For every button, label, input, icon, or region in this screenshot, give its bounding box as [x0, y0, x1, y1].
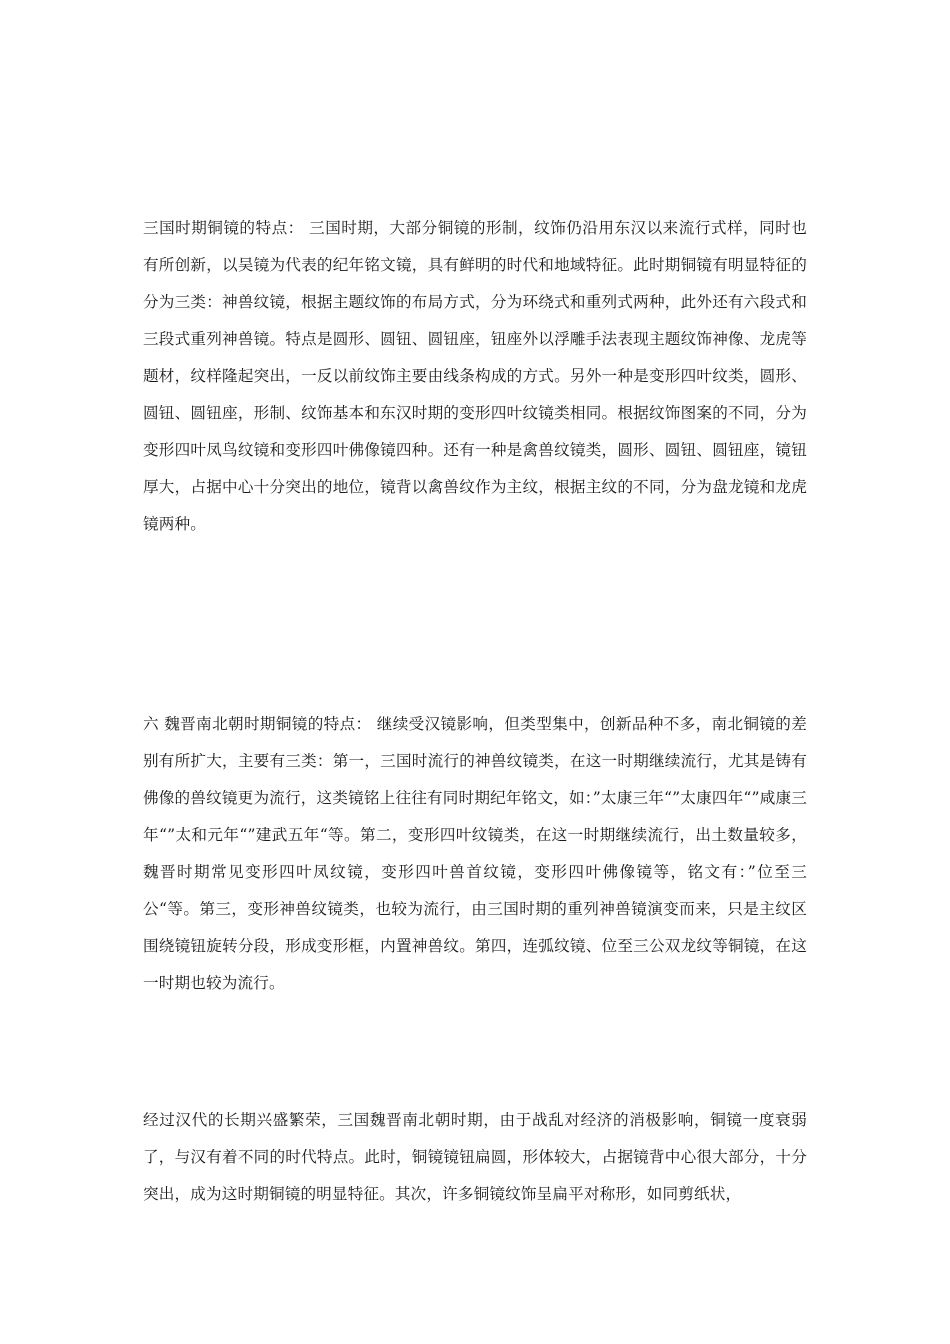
paragraph-decline-features: 经过汉代的长期兴盛繁荣，三国魏晋南北朝时期，由于战乱对经济的消极影响，铜镜一度衰弱了，与汉有着不同的时代特点。此时，铜镜镜钮扁圆，形体较大，占据镜背中心很大部分，十分突出，成为这时期铜镜的明显特征。其次，许多铜镜纹饰呈扁平对称形，如同剪纸状， [143, 1111, 807, 1203]
paragraph-wei-jin-mirrors: 六 魏晋南北朝时期铜镜的特点： 继续受汉镜影响，但类型集中，创新品种不多，南北铜镜的差别有所扩大，主要有三类：第一，三国时流行的神兽纹镜类，在这一时期继续流行，尤其是铸有佛像的兽纹镜更为流行，这类镜铭上往往有同时期纪年铭文，如：”太康三年“”太康四年“”咸康三年“”太和元年“”建武五年“等。第二，变形四叶纹镜类，在这一时期继续流行，出土数量较多，魏晋时期常见变形四叶凤纹镜，变形四叶兽首纹镜，变形四叶佛像镜等，铭文有：”位至三公“等。第三，变形神兽纹镜类，也较为流行，由三国时期的重列神兽镜演变而来，只是主纹区围绕镜钮旋转分段，形成变形框，内置神兽纹。第四，连弧纹镜、位至三公双龙纹等铜镜，在这一时期也较为流行。 [143, 715, 807, 992]
paragraph-three-kingdoms-mirrors: 三国时期铜镜的特点： 三国时期，大部分铜镜的形制，纹饰仍沿用东汉以来流行式样，同时也有所创新，以吴镜为代表的纪年铭文镜，具有鲜明的时代和地域特征。此时期铜镜有明显特征的分为三类：神兽纹镜，根据主题纹饰的布局方式，分为环绕式和重列式两种，此外还有六段式和三段式重列神兽镜。特点是圆形、圆钮、圆钮座，钮座外以浮雕手法表现主题纹饰神像、龙虎等题材，纹样隆起突出，一反以前纹饰主要由线条构成的方式。另外一种是变形四叶纹类，圆形、圆钮、圆钮座，形制、纹饰基本和东汉时期的变形四叶纹镜类相同。根据纹饰图案的不同，分为变形四叶凤鸟纹镜和变形四叶佛像镜四种。还有一种是禽兽纹镜类，圆形、圆钮、圆钮座，镜钮厚大，占据中心十分突出的地位，镜背以禽兽纹作为主纹，根据主纹的不同，分为盘龙镜和龙虎镜两种。 [143, 219, 807, 533]
